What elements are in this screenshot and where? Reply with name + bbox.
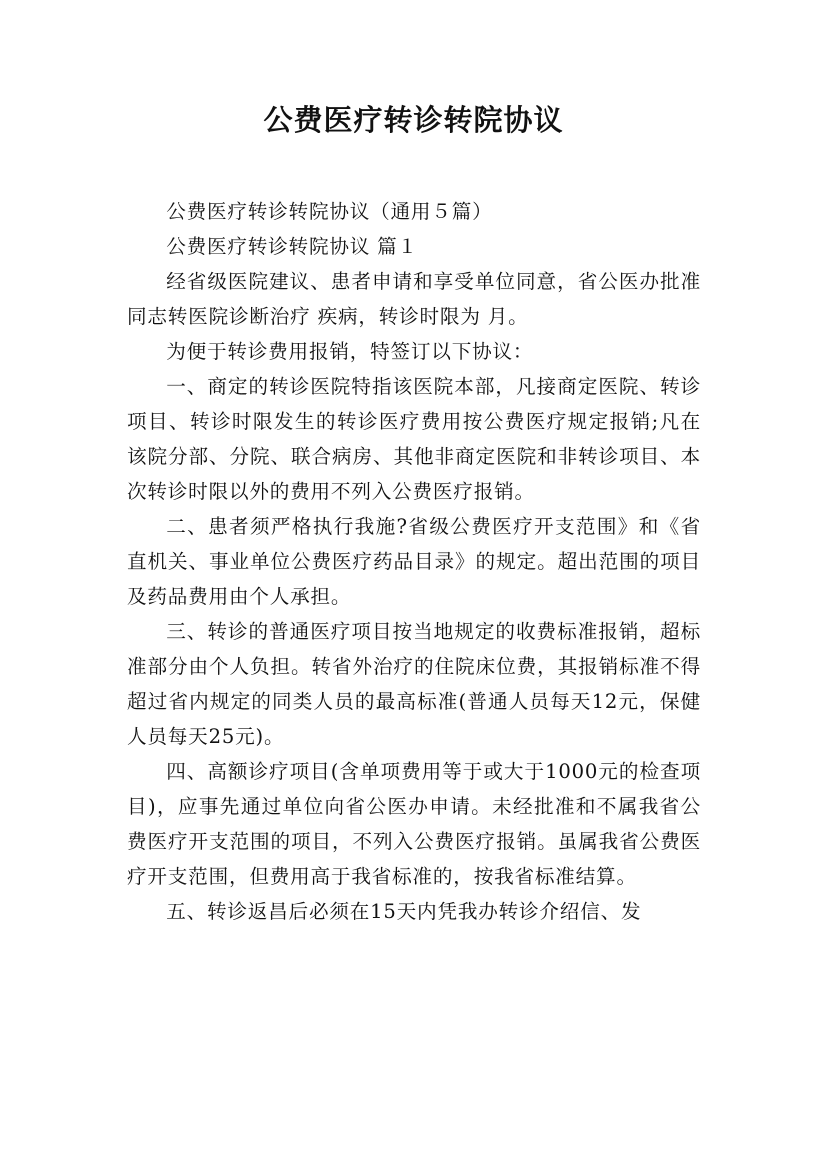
paragraph-intro: 经省级医院建议、患者申请和享受单位同意，省公医办批准 同志转医院诊断治疗 疾病，转诊时限为 月。 [127,270,701,328]
paragraph-clause-4: 四、高额诊疗项目(含单项费用等于或大于1000元的检查项目)，应事先通过单位向省公医办申请。未经批准和不属我省公费医疗开支范围的项目，不列入公费医疗报销。虽属我省公费医疗开支范围，但费用高于我省标准的，按我省标准结算。 [127,760,701,888]
document-body [127,194,701,929]
paragraph-clause-1: 一、商定的转诊医院特指该医院本部，凡接商定医院、转诊项目、转诊时限发生的转诊医疗费用按公费医疗规定报销;凡在该院分部、分院、联合病房、其他非商定医院和非转诊项目、本次转诊时限以外的费用不列入公费医疗报销。 [127,375,701,503]
paragraph-clause-2: 二、患者须严格执行我施?省级公费医疗开支范围》和《省直机关、事业单位公费医疗药品目录》的规定。超出范围的项目及药品费用由个人承担。 [127,515,701,608]
paragraph-purpose: 为便于转诊费用报销，特签订以下协议： [166,340,534,363]
paragraph-clause-5: 五、转诊返昌后必须在15天内凭我办转诊介绍信、发 [166,900,642,923]
section-heading: 公费医疗转诊转院协议 篇１ [166,235,418,258]
document-subtitle: 公费医疗转诊转院协议（通用５篇） [166,200,493,223]
document-title: 公费医疗转诊转院协议 [263,103,564,137]
paragraph-clause-3: 三、转诊的普通医疗项目按当地规定的收费标准报销，超标准部分由个人负担。转省外治疗的住院床位费，其报销标准不得超过省内规定的同类人员的最高标准(普通人员每天12元，保健人员每天25元)。 [127,620,701,748]
